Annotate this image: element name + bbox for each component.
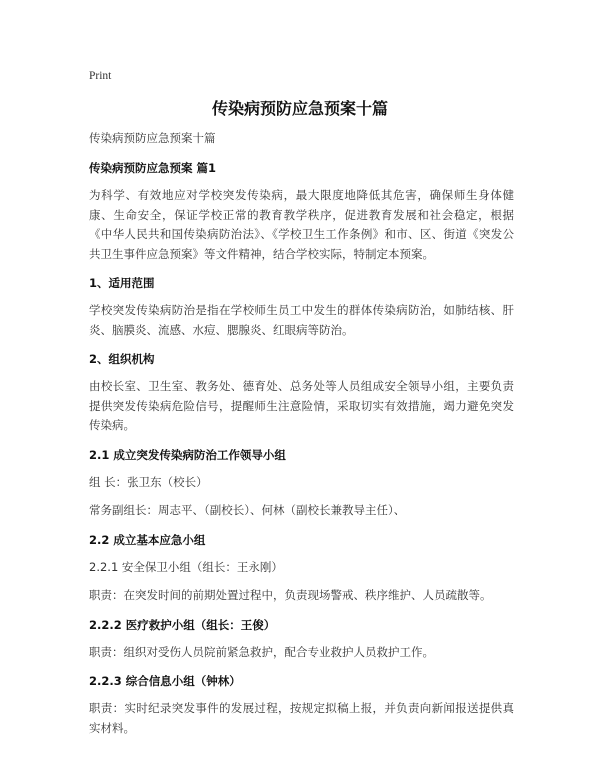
page-title: 传染病预防应急预案十篇 <box>211 99 388 118</box>
section-heading-scope: 1、适用范围 <box>89 276 155 290</box>
section-heading-organization: 2、组织机构 <box>89 352 155 366</box>
document-body <box>89 130 514 749</box>
security-group-line: 2.2.1 安全保卫小组（组长：王永刚） <box>89 559 283 574</box>
intro-paragraph: 为科学、有效地应对学校突发传染病，最大限度地降低其危害，确保师生身体健康、生命安全，保证学校正常的教育教学秩序，促进教育发展和社会稳定，根据《中华人民共和国传染病防治法》、《学校卫生工作条例》和市、区、街道《突发公共卫生事件应急预案》等文件精神，结合学校实际，特制定本预案。 <box>89 188 514 261</box>
deputy-leader-line: 常务副组长：周志平、（副校长）、何林（副校长兼教导主任）、 <box>89 503 406 517</box>
info-group-duty: 职责：实时纪录突发事件的发展过程，按规定拟稿上报，并负责向新闻报送提供真实材料。 <box>89 701 514 735</box>
article-heading: 传染病预防应急预案 篇1 <box>89 161 217 175</box>
section-heading-leadership-group: 2.1 成立突发传染病防治工作领导小组 <box>89 447 286 462</box>
scope-paragraph: 学校突发传染病防治是指在学校师生员工中发生的群体传染病防治，如肺结核、肝炎、脑膜炎、流感、水痘、腮腺炎、红眼病等防治。 <box>89 303 514 337</box>
organization-paragraph: 由校长室、卫生室、教务处、德育处、总务处等人员组成安全领导小组，主要负责提供突发传染病危险信号，提醒师生注意险情，采取切实有效措施，竭力避免突发传染病。 <box>89 379 514 432</box>
print-link[interactable]: Print <box>89 70 112 82</box>
section-heading-info-group: 2.2.3 综合信息小组（钟林） <box>89 674 241 688</box>
section-heading-emergency-groups: 2.2 成立基本应急小组 <box>89 532 206 547</box>
security-group-duty: 职责：在突发时间的前期处置过程中，负责现场警戒、秩序维护、人员疏散等。 <box>89 588 492 602</box>
document-subtitle: 传染病预防应急预案十篇 <box>89 131 216 145</box>
section-heading-medical-group: 2.2.2 医疗救护小组（组长：王俊） <box>89 617 276 632</box>
medical-group-duty: 职责：组织对受伤人员院前紧急救护，配合专业救护人员救护工作。 <box>89 644 434 659</box>
leader-line: 组 长：张卫东（校长） <box>89 474 208 489</box>
